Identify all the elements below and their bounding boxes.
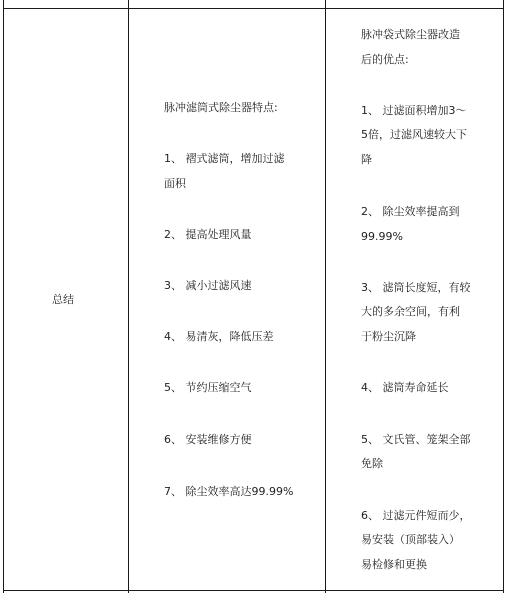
bag-advantage-3-line-1: 3、 滤筒长度短，有较 [361,281,471,294]
filter-feature-7: 7、 除尘效率高达99.99% [164,485,294,498]
bag-advantage-5-line-2: 免除 [361,457,383,470]
bag-heading-line-1: 脉冲袋式除尘器改造 [361,28,460,41]
bag-advantage-1-line-2: 5倍，过滤风速较大下 [361,128,467,141]
filter-feature-1-line-1: 1、 褶式滤筒，增加过滤 [164,152,285,165]
filter-feature-2: 2、 提高处理风量 [164,228,252,241]
bag-advantage-1-line-1: 1、 过滤面积增加3～ [361,104,467,117]
filter-feature-6: 6、 安装维修方便 [164,433,252,446]
bag-heading-line-2: 后的优点: [361,53,409,66]
filter-feature-4: 4、 易清灰，降低压差 [164,330,274,343]
bag-advantage-2-line-2: 99.99% [361,230,403,243]
filter-feature-1-line-2: 面积 [164,177,186,190]
bag-advantage-5-line-1: 5、 文氏管、笼架全部 [361,433,471,446]
filter-feature-5: 5、 节约压缩空气 [164,381,252,394]
filter-feature-3: 3、 减小过滤风速 [164,279,252,292]
table-divider-2 [325,0,326,593]
bag-advantage-6-line-3: 易检修和更换 [361,558,427,571]
table-divider-1 [128,0,129,593]
table-border-bottom [3,590,504,591]
filter-cartridge-heading: 脉冲滤筒式除尘器特点: [164,101,278,114]
bag-advantage-4: 4、 滤筒寿命延长 [361,381,449,394]
summary-label: 总结 [52,293,74,306]
bag-advantage-3-line-2: 大的多余空间，有利 [361,305,460,318]
bag-advantage-1-line-3: 降 [361,153,372,166]
bag-advantage-6-line-2: 易安装（顶部装入） [361,533,460,546]
bag-advantage-3-line-3: 于粉尘沉降 [361,330,416,343]
table-border-top [3,8,504,9]
bag-advantage-2-line-1: 2、 除尘效率提高到 [361,205,460,218]
table-border-right [503,0,504,593]
table-border-left [3,0,4,593]
bag-advantage-6-line-1: 6、 过滤元件短而少， [361,509,471,522]
